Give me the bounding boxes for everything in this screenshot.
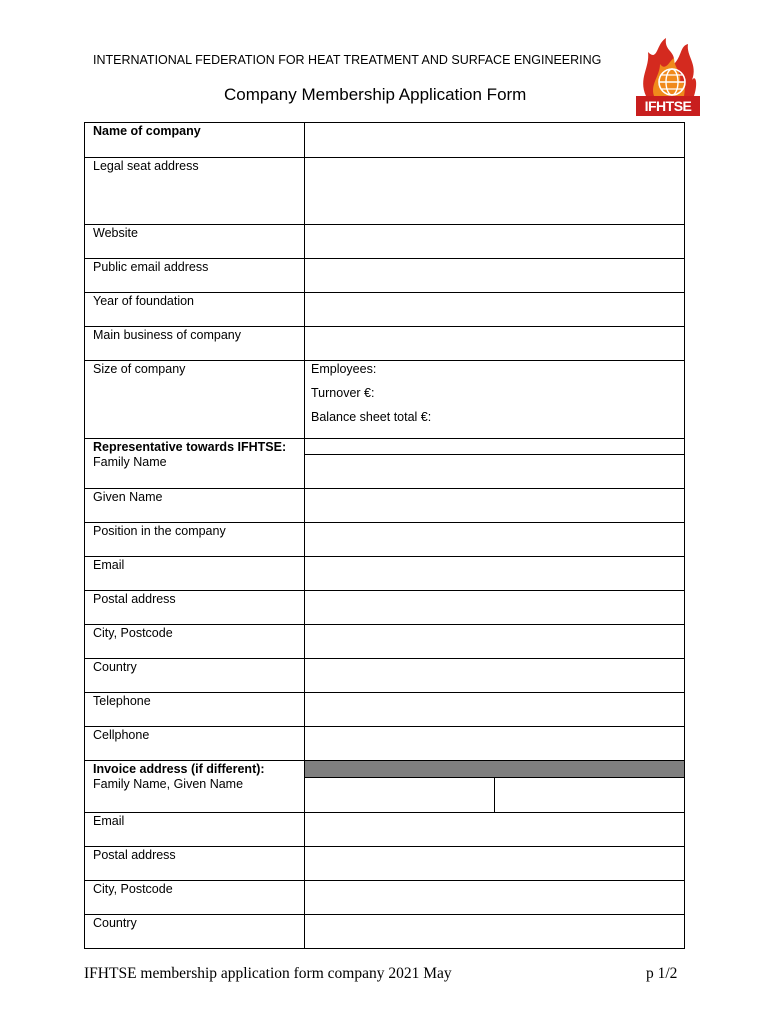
organization-name: INTERNATIONAL FEDERATION FOR HEAT TREATMENT AND SURFACE ENGINEERING xyxy=(93,53,602,67)
rep-postal-field[interactable] xyxy=(305,591,685,625)
rep-postal-label-cell xyxy=(85,591,305,625)
company-name-label: Name of company xyxy=(93,124,201,138)
invoice-email-field[interactable] xyxy=(305,813,685,847)
foundation-label-cell xyxy=(85,293,305,327)
rep-email-label: Email xyxy=(93,558,125,572)
invoice-name-label: Family Name, Given Name xyxy=(93,777,244,791)
table-row xyxy=(85,158,685,225)
cellphone-label: Cellphone xyxy=(93,728,150,742)
rep-city-field[interactable] xyxy=(305,625,685,659)
given-name-field[interactable] xyxy=(305,489,685,523)
representative-header-blank xyxy=(305,439,684,455)
invoice-header-shaded xyxy=(305,761,684,778)
size-label-cell xyxy=(85,361,305,439)
turnover-label: Turnover €: xyxy=(311,386,375,400)
table-row xyxy=(85,225,685,259)
invoice-email-label-cell xyxy=(85,813,305,847)
membership-form-table xyxy=(84,122,685,949)
invoice-section-label: Invoice address (if different): xyxy=(93,762,265,776)
footer-document-name: IFHTSE membership application form company 2021 May xyxy=(84,965,452,982)
footer-page-number: p 1/2 xyxy=(646,965,678,982)
rep-email-label-cell xyxy=(85,557,305,591)
table-row xyxy=(85,557,685,591)
table-row xyxy=(85,847,685,881)
employees-label: Employees: xyxy=(311,362,377,376)
rep-email-field[interactable] xyxy=(305,557,685,591)
rep-country-label-cell xyxy=(85,659,305,693)
representative-section-label: Representative towards IFHTSE: xyxy=(93,440,287,454)
invoice-city-field[interactable] xyxy=(305,881,685,915)
flame-globe-icon xyxy=(636,38,700,98)
invoice-given-name-field[interactable] xyxy=(495,778,684,812)
size-field[interactable] xyxy=(305,361,685,439)
table-row xyxy=(85,259,685,293)
invoice-name-split xyxy=(305,778,684,812)
website-field[interactable] xyxy=(305,225,685,259)
rep-city-label-cell xyxy=(85,625,305,659)
table-row xyxy=(85,123,685,158)
legal-seat-label-cell xyxy=(85,158,305,225)
cellphone-label-cell xyxy=(85,727,305,761)
size-label: Size of company xyxy=(93,362,186,376)
invoice-name-cell xyxy=(305,761,685,813)
invoice-email-label: Email xyxy=(93,814,125,828)
invoice-city-label-cell xyxy=(85,881,305,915)
given-name-label: Given Name xyxy=(93,490,163,504)
table-row xyxy=(85,293,685,327)
table-row xyxy=(85,361,685,439)
family-name-field[interactable] xyxy=(305,455,684,488)
website-label: Website xyxy=(93,226,138,240)
position-field[interactable] xyxy=(305,523,685,557)
position-label-cell xyxy=(85,523,305,557)
table-row xyxy=(85,727,685,761)
rep-city-label: City, Postcode xyxy=(93,626,173,640)
table-row xyxy=(85,625,685,659)
table-row xyxy=(85,915,685,949)
rep-country-field[interactable] xyxy=(305,659,685,693)
table-row xyxy=(85,659,685,693)
given-name-label-cell xyxy=(85,489,305,523)
rep-postal-label: Postal address xyxy=(93,592,176,606)
invoice-city-label: City, Postcode xyxy=(93,882,173,896)
telephone-field[interactable] xyxy=(305,693,685,727)
invoice-postal-field[interactable] xyxy=(305,847,685,881)
form-title: Company Membership Application Form xyxy=(224,85,527,104)
table-row xyxy=(85,813,685,847)
table-row xyxy=(85,881,685,915)
position-label: Position in the company xyxy=(93,524,226,538)
telephone-label: Telephone xyxy=(93,694,151,708)
invoice-country-label-cell xyxy=(85,915,305,949)
table-row xyxy=(85,693,685,727)
table-row xyxy=(85,591,685,625)
invoice-label-cell xyxy=(85,761,305,813)
table-row xyxy=(85,439,685,489)
invoice-country-label: Country xyxy=(93,916,137,930)
company-name-label-cell xyxy=(85,123,305,158)
foundation-field[interactable] xyxy=(305,293,685,327)
legal-seat-field[interactable] xyxy=(305,158,685,225)
cellphone-field[interactable] xyxy=(305,727,685,761)
logo-text: IFHTSE xyxy=(636,96,700,116)
business-label-cell xyxy=(85,327,305,361)
ifhtse-logo xyxy=(636,38,700,116)
table-row xyxy=(85,489,685,523)
invoice-postal-label: Postal address xyxy=(93,848,176,862)
foundation-label: Year of foundation xyxy=(93,294,195,308)
table-row xyxy=(85,327,685,361)
invoice-postal-label-cell xyxy=(85,847,305,881)
rep-country-label: Country xyxy=(93,660,137,674)
balance-label: Balance sheet total €: xyxy=(311,410,432,424)
family-name-cell xyxy=(305,439,685,489)
public-email-label: Public email address xyxy=(93,260,209,274)
business-label: Main business of company xyxy=(93,328,241,342)
public-email-field[interactable] xyxy=(305,259,685,293)
telephone-label-cell xyxy=(85,693,305,727)
public-email-label-cell xyxy=(85,259,305,293)
business-field[interactable] xyxy=(305,327,685,361)
family-name-label: Family Name xyxy=(93,455,167,469)
table-row xyxy=(85,523,685,557)
company-name-field[interactable] xyxy=(305,123,685,158)
legal-seat-label: Legal seat address xyxy=(93,159,199,173)
invoice-family-name-field[interactable] xyxy=(305,778,495,812)
representative-label-cell xyxy=(85,439,305,489)
table-row xyxy=(85,761,685,813)
invoice-country-field[interactable] xyxy=(305,915,685,949)
website-label-cell xyxy=(85,225,305,259)
